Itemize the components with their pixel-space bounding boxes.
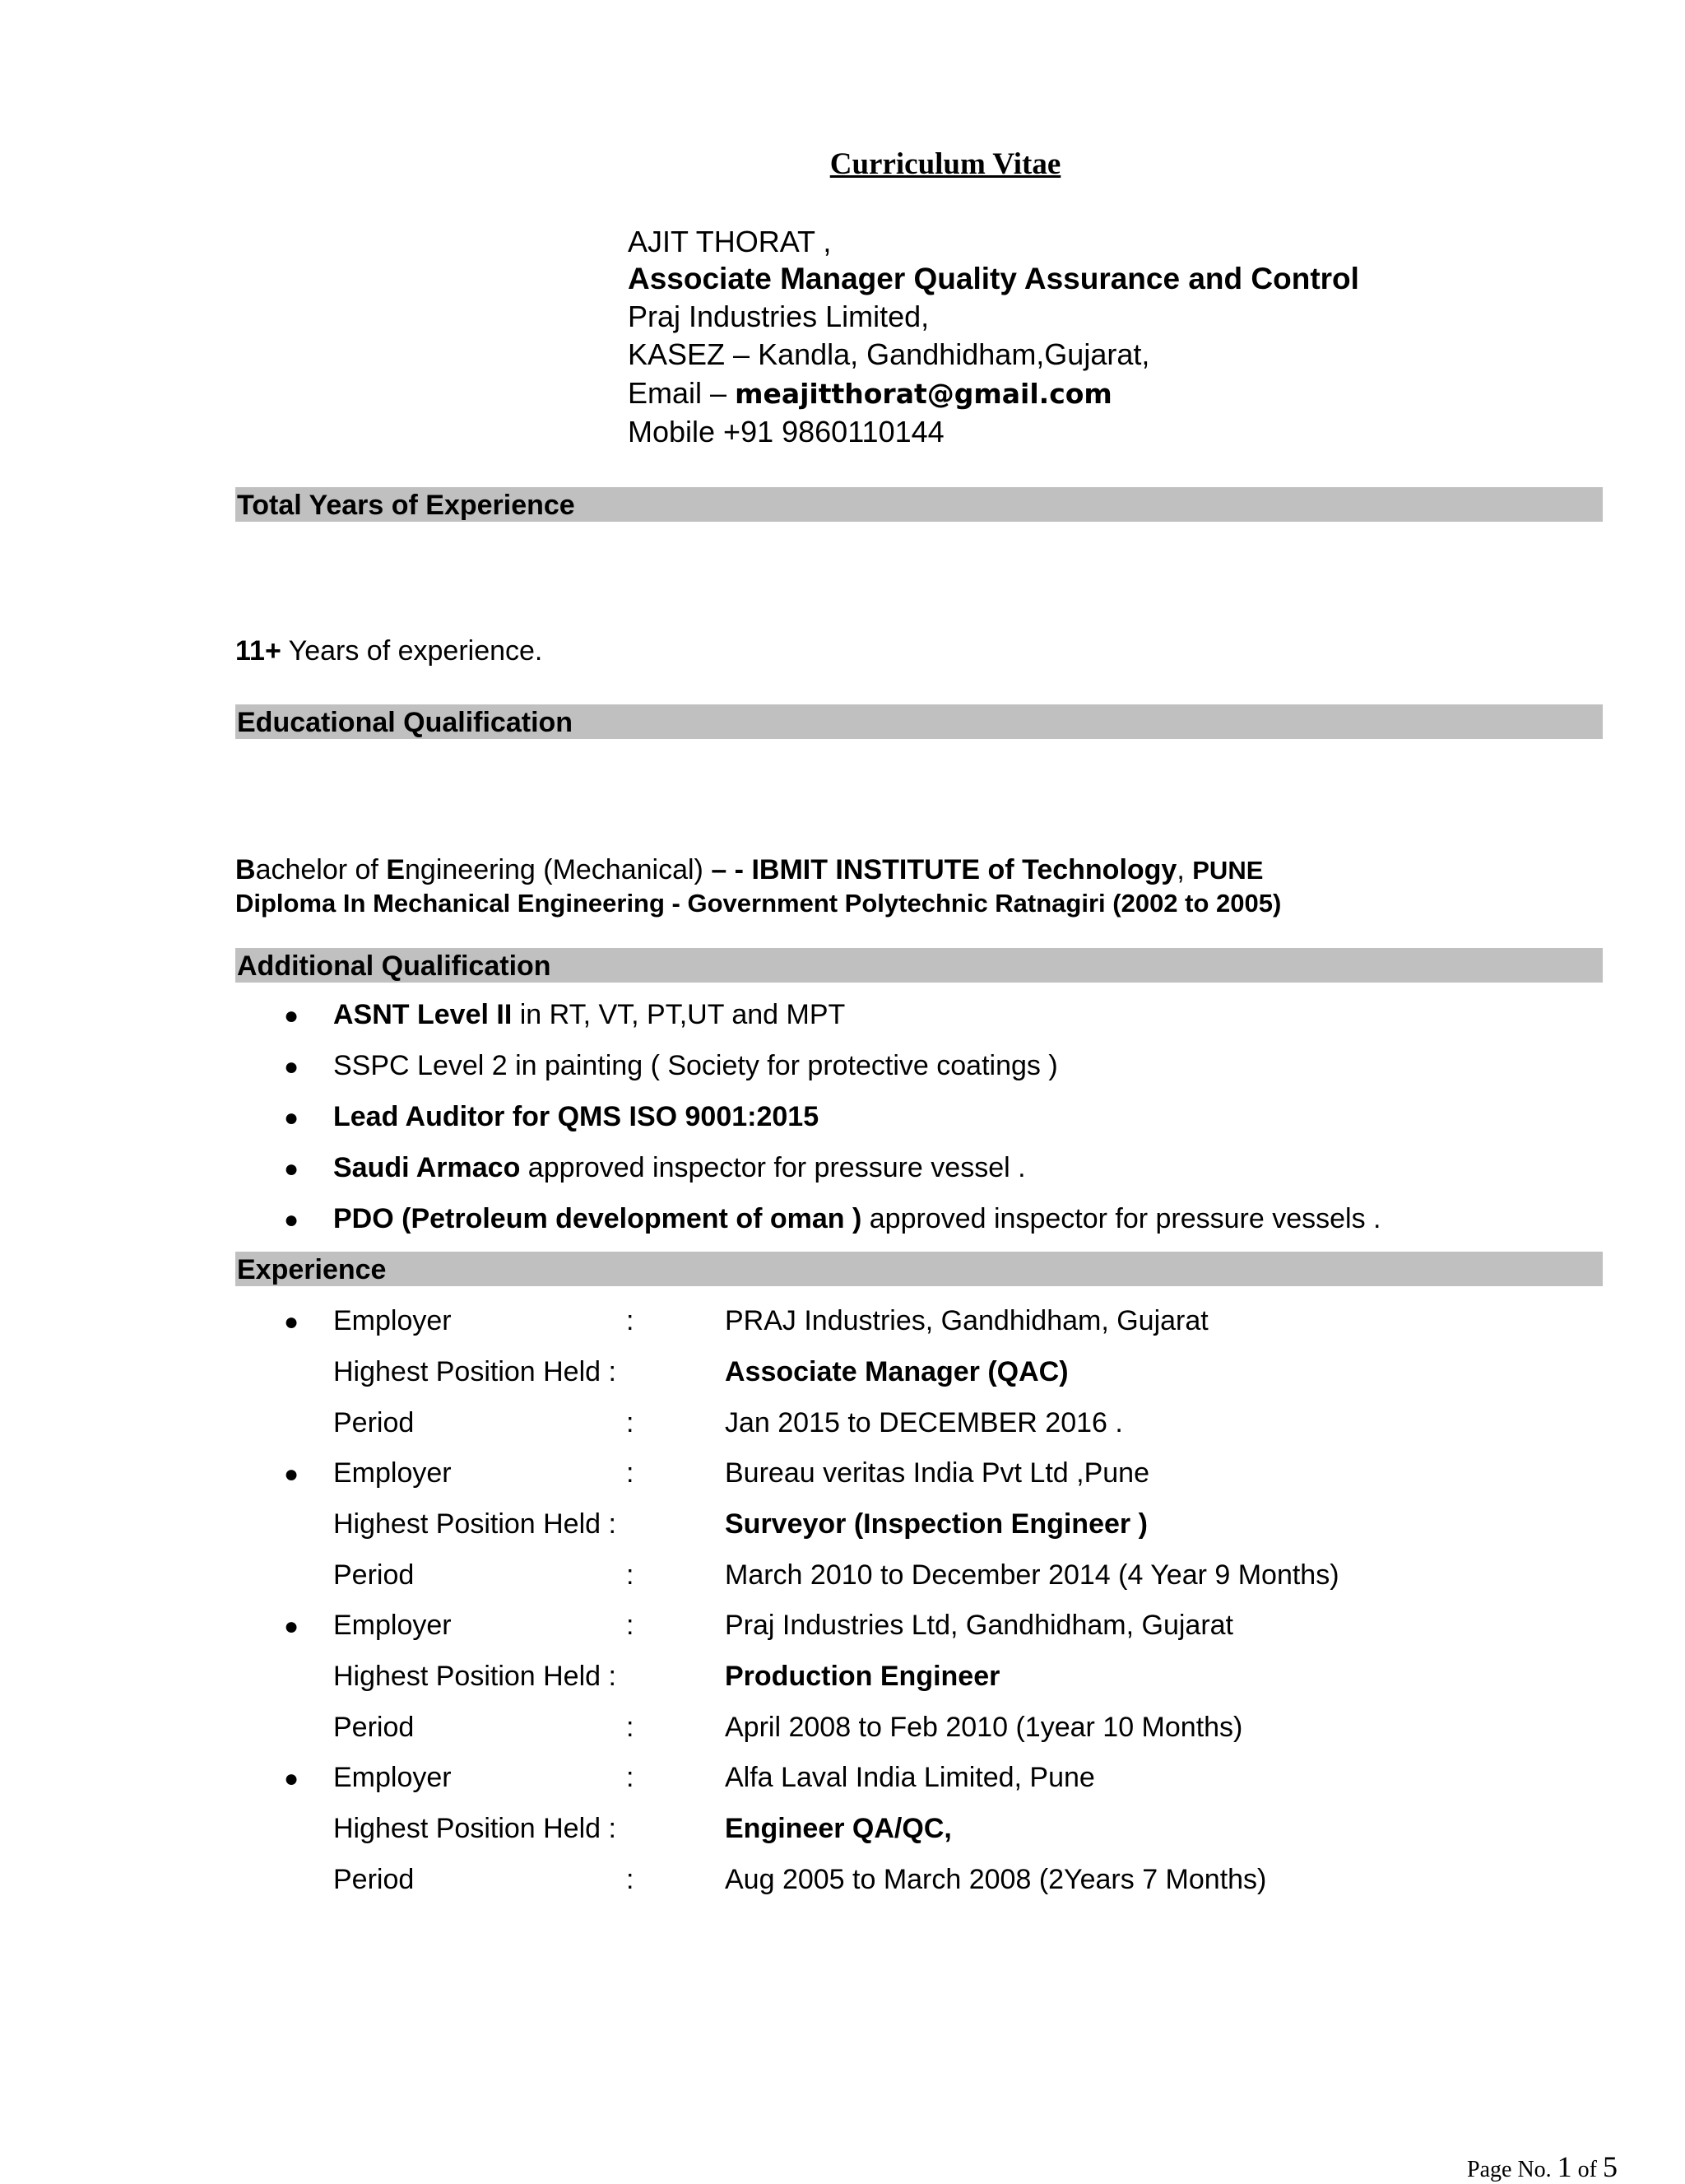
- section-band-total-experience: [235, 487, 1603, 522]
- period-label: Period: [333, 1712, 415, 1743]
- diploma-line: Diploma In Mechanical Engineering - Government Polytechnic Ratnagiri (2002 to 2005): [235, 889, 1282, 918]
- degree-city: PUNE: [1192, 856, 1264, 885]
- section-heading: Additional Qualification: [237, 950, 551, 982]
- period-value: March 2010 to December 2014 (4 Year 9 Months): [725, 1559, 1339, 1591]
- candidate-position: Associate Manager Quality Assurance and Control: [628, 262, 1359, 295]
- section-band-experience: [235, 1252, 1603, 1286]
- degree-institute: – - IBMIT INSTITUTE of Technology: [711, 854, 1177, 885]
- bullet-icon: ●: [284, 1104, 299, 1131]
- bullet-icon: ●: [284, 1155, 299, 1183]
- employer-value: Alfa Laval India Limited, Pune: [725, 1762, 1095, 1793]
- period-value: Aug 2005 to March 2008 (2Years 7 Months): [725, 1864, 1267, 1895]
- qualification-text: approved inspector for pressure vessel .: [520, 1152, 1026, 1183]
- period-value: April 2008 to Feb 2010 (1year 10 Months): [725, 1712, 1243, 1743]
- employer-value: Praj Industries Ltd, Gandhidham, Gujarat: [725, 1610, 1233, 1641]
- qualification-bold: Saudi Armaco: [333, 1152, 521, 1183]
- period-label: Period: [333, 1864, 415, 1895]
- colon: :: [626, 1864, 634, 1895]
- candidate-mobile: Mobile +91 9860110144: [628, 415, 945, 448]
- position-label: Highest Position Held :: [333, 1508, 616, 1540]
- degree-text: ngineering (Mechanical): [405, 854, 712, 885]
- qualification-bold: ASNT Level II: [333, 999, 513, 1030]
- degree-text: achelor of: [255, 854, 387, 885]
- employer-value: Bureau veritas India Pvt Ltd ,Pune: [725, 1457, 1149, 1489]
- section-heading: Experience: [237, 1254, 387, 1285]
- experience-years-text: Years of experience.: [281, 635, 543, 667]
- colon: :: [626, 1559, 634, 1591]
- colon: :: [626, 1305, 634, 1336]
- period-label: Period: [333, 1407, 415, 1438]
- section-heading: Educational Qualification: [237, 707, 573, 738]
- employer-label: Employer: [333, 1610, 452, 1641]
- email-address[interactable]: meajitthorat@gmail.com: [735, 378, 1112, 410]
- email-label: Email –: [628, 376, 727, 410]
- bullet-icon: ●: [284, 1308, 299, 1336]
- bullet-icon: ●: [284, 1461, 299, 1488]
- qualification-text: approved inspector for pressure vessels .: [861, 1203, 1381, 1234]
- degree-text-bold: E: [386, 854, 406, 885]
- colon: :: [626, 1457, 634, 1489]
- position-label: Highest Position Held :: [333, 1813, 616, 1844]
- page-current: 1: [1557, 2150, 1572, 2183]
- qualification-text: in RT, VT, PT,UT and MPT: [512, 999, 846, 1030]
- page-label: Page No.: [1467, 2157, 1557, 2182]
- colon: :: [626, 1610, 634, 1641]
- bullet-icon: ●: [284, 1053, 299, 1080]
- qualification-bold: Lead Auditor for QMS ISO 9001:2015: [333, 1101, 819, 1132]
- period-value: Jan 2015 to DECEMBER 2016 .: [725, 1407, 1123, 1438]
- period-label: Period: [333, 1559, 415, 1591]
- section-band-additional: [235, 948, 1603, 983]
- colon: :: [626, 1407, 634, 1438]
- experience-years-number: 11+: [235, 635, 281, 667]
- qualification-text: SSPC Level 2 in painting ( Society for protective coatings ): [333, 1050, 1058, 1081]
- colon: :: [626, 1762, 634, 1793]
- candidate-name: AJIT THORAT ,: [628, 225, 832, 258]
- position-value: Surveyor (Inspection Engineer ): [725, 1508, 1148, 1540]
- degree-text-bold: B: [235, 854, 256, 885]
- colon: :: [626, 1712, 634, 1743]
- bullet-icon: ●: [284, 1206, 299, 1234]
- candidate-company: Praj Industries Limited,: [628, 300, 930, 333]
- position-label: Highest Position Held :: [333, 1661, 616, 1692]
- position-value: Engineer QA/QC,: [725, 1813, 952, 1844]
- document-title: [0, 146, 1685, 182]
- page-total: 5: [1603, 2150, 1618, 2183]
- page-of-label: of: [1571, 2157, 1603, 2182]
- qualification-bold: PDO (Petroleum development of oman ): [333, 1203, 862, 1234]
- section-heading: Total Years of Experience: [237, 490, 575, 521]
- section-band-education: [235, 704, 1603, 739]
- bullet-icon: ●: [284, 1765, 299, 1792]
- employer-label: Employer: [333, 1762, 452, 1793]
- candidate-location: KASEZ – Kandla, Gandhidham,Gujarat,: [628, 337, 1150, 371]
- degree-text: ,: [1177, 854, 1193, 885]
- page-number: [1467, 2149, 1618, 2184]
- experience-years: [235, 635, 542, 667]
- position-label: Highest Position Held :: [333, 1356, 616, 1387]
- position-value: Associate Manager (QAC): [725, 1356, 1069, 1387]
- bullet-icon: ●: [284, 1613, 299, 1640]
- employer-value: PRAJ Industries, Gandhidham, Gujarat: [725, 1305, 1209, 1336]
- candidate-email-line: [628, 374, 1112, 413]
- title-text: Curriculum Vitae: [829, 147, 1061, 181]
- employer-label: Employer: [333, 1457, 452, 1489]
- employer-label: Employer: [333, 1305, 452, 1336]
- degree-line: [235, 854, 1263, 886]
- position-value: Production Engineer: [725, 1661, 1000, 1692]
- bullet-icon: ●: [284, 1002, 299, 1029]
